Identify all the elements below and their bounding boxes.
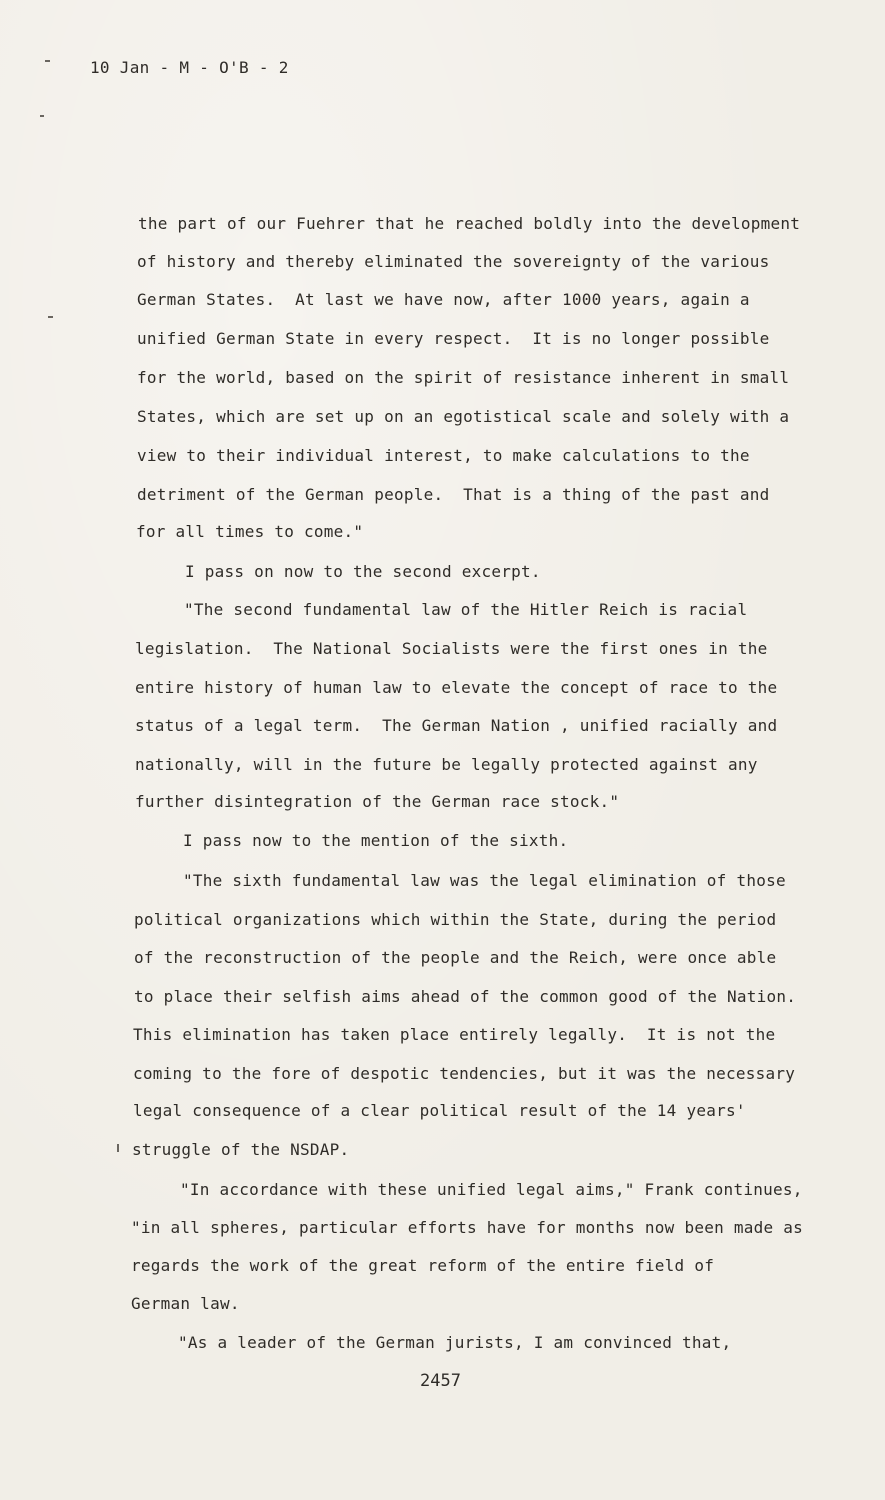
text-line: legislation. The National Socialists were the first ones in the <box>135 639 768 658</box>
text-line: I pass now to the mention of the sixth. <box>183 831 569 850</box>
text-line: detriment of the German people. That is a thing of the past and <box>137 485 770 504</box>
text-line: to place their selfish aims ahead of the common good of the Nation. <box>134 987 797 1006</box>
text-line: This elimination has taken place entirely legally. It is not the <box>133 1025 776 1044</box>
text-line: for the world, based on the spirit of resistance inherent in small <box>137 368 790 387</box>
text-line: of history and thereby eliminated the sovereignty of the various <box>137 252 770 271</box>
text-line: regards the work of the great reform of the entire field of <box>131 1256 715 1275</box>
margin-mark <box>40 115 44 117</box>
text-line: I pass on now to the second excerpt. <box>185 562 541 581</box>
text-line: "The second fundamental law of the Hitler Reich is racial <box>184 600 748 619</box>
text-line: "The sixth fundamental law was the legal elimination of those <box>183 871 786 890</box>
text-line: German law. <box>131 1294 240 1313</box>
text-line: the part of our Fuehrer that he reached boldly into the development <box>138 214 801 233</box>
text-line: view to their individual interest, to make calculations to the <box>137 446 750 465</box>
page-header: 10 Jan - M - O'B - 2 <box>90 58 289 77</box>
text-line: "In accordance with these unified legal aims," Frank continues, <box>180 1180 803 1199</box>
text-line: nationally, will in the future be legally protected against any <box>135 755 758 774</box>
text-line: "in all spheres, particular efforts have for months now been made as <box>131 1218 804 1237</box>
margin-mark <box>45 60 50 62</box>
text-line: struggle of the NSDAP. <box>132 1140 350 1159</box>
text-line: entire history of human law to elevate the concept of race to the <box>135 678 778 697</box>
text-line: German States. At last we have now, after 1000 years, again a <box>137 290 750 309</box>
text-line: political organizations which within the State, during the period <box>134 910 777 929</box>
text-line: further disintegration of the German race stock." <box>135 792 620 811</box>
text-line: unified German State in every respect. It is no longer possible <box>137 329 770 348</box>
text-line: coming to the fore of despotic tendencies, but it was the necessary <box>133 1064 796 1083</box>
page-number: 2457 <box>420 1371 461 1391</box>
text-line: for all times to come." <box>136 522 364 541</box>
margin-mark <box>48 316 53 318</box>
text-line: "As a leader of the German jurists, I am convinced that, <box>178 1333 732 1352</box>
text-line: States, which are set up on an egotistical scale and solely with a <box>137 407 790 426</box>
text-line: legal consequence of a clear political result of the 14 years' <box>133 1101 746 1120</box>
text-line: status of a legal term. The German Nation , unified racially and <box>135 716 778 735</box>
text-line: of the reconstruction of the people and the Reich, were once able <box>134 948 777 967</box>
margin-mark <box>117 1144 119 1152</box>
